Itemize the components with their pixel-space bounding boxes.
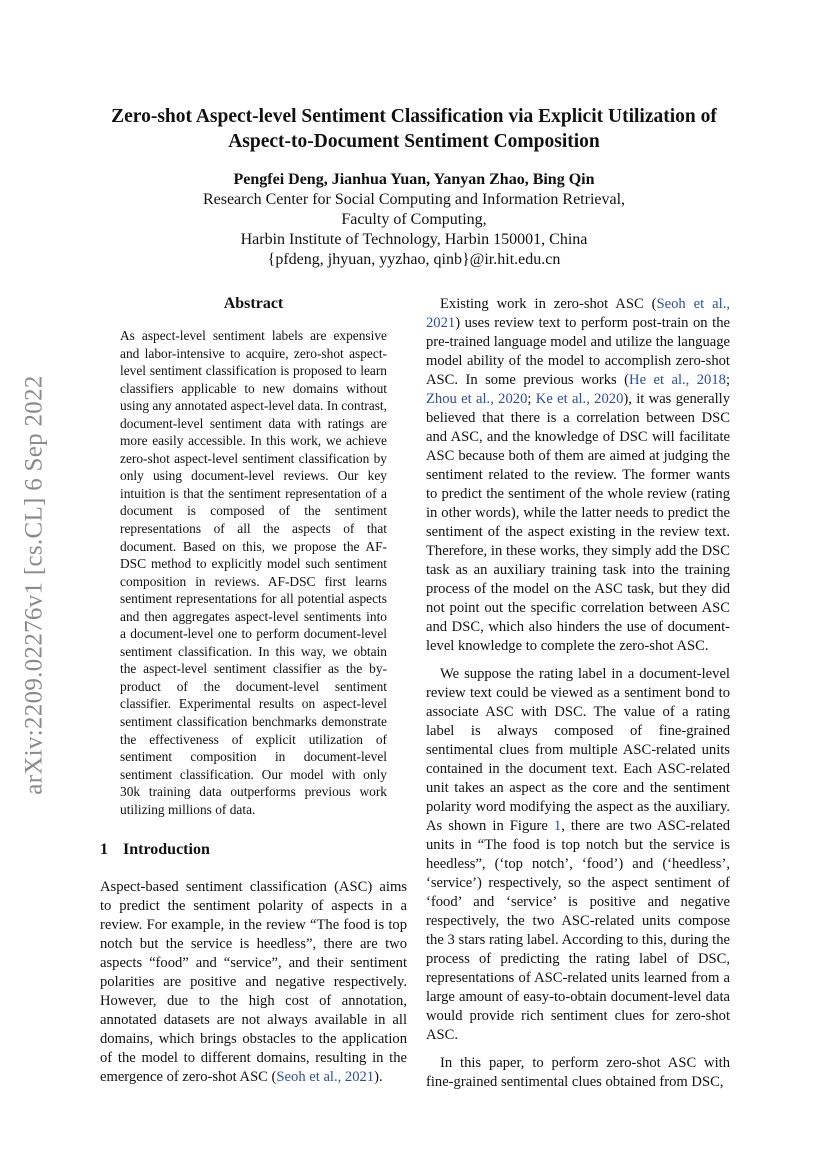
citation-link[interactable]: Ke et al., 2020	[535, 391, 624, 407]
body-paragraph: We suppose the rating label in a document-level review text could be viewed as a sentiment bond to associate ASC with DSC. The value of a rating label is always composed of fine-grained sentimental clues from multiple ASC-related units contained in the document text. Each ASC-related unit takes an aspect as the core and the sentiment polarity word modifying the aspect as the auxiliary. As shown in Figure 1, there are two ASC-related units in “The food is top notch but the service is heedless”, (‘top notch’, ‘food’) and (‘heedless’, ‘service’) respectively, so the aspect sentiment of ‘food’ and ‘service’ is positive and negative respectively, the two ASC-related units compose the 3 stars rating label. According to this, during the process of predicting the rating label of DSC, representations of ASC-related units learned from a large amount of easy-to-obtain document-level data would provide rich sentiment clues for zero-shot ASC.	[426, 666, 730, 1043]
paper-header	[0, 104, 828, 270]
affiliation-line: Faculty of Computing,	[341, 211, 487, 228]
section-title: Introduction	[123, 841, 210, 859]
abstract-heading: Abstract	[223, 295, 284, 312]
citation-link[interactable]: Zhou et al., 2020	[426, 391, 528, 407]
affiliation-line: Harbin Institute of Technology, Harbin 150001, China	[240, 231, 588, 248]
abstract-text: As aspect-level sentiment labels are expensive and labor-intensive to acquire, zero-shot aspect-level sentiment classification is proposed to learn classifiers applicable to new domains without using any annotated aspect-level data. In contrast, document-level sentiment data with ratings are more easily accessible. In this work, we achieve zero-shot aspect-level sentiment classification by only using document-level reviews. Our key intuition is that the sentiment representation of a document is composed of the sentiment representations of all the aspects of that document. Based on this, we propose the AF-DSC method to explicitly model such sentiment composition in reviews. AF-DSC first learns sentiment representations for all potential aspects and then aggregates aspect-level sentiments into a document-level one to perform document-level sentiment classification. In this way, we obtain the aspect-level sentiment classifier as the by-product of the document-level sentiment classifier. Experimental results on aspect-level sentiment classification benchmarks demonstrate the effectiveness of explicit utilization of sentiment composition in document-level sentiment classification. Our model with only 30k training data outperforms previous work utilizing millions of data.	[120, 328, 387, 817]
author-emails: {pfdeng, jhyuan, yyzhao, qinb}@ir.hit.edu.cn	[267, 251, 561, 268]
paper-title	[0, 104, 828, 154]
left-column	[100, 295, 407, 1087]
figure-reference-link[interactable]: 1	[553, 818, 562, 834]
section-heading-introduction	[100, 840, 407, 860]
section-number: 1	[100, 841, 108, 859]
intro-paragraph: Aspect-based sentiment classification (ASC) aims to predict the sentiment polarity of aspects in a review. For example, in the review “The food is top notch but the service is heedless”, there are two aspects “food” and “service”, and their sentiment polarities are positive and negative respectively. However, due to the high cost of annotation, annotated datasets are not always available in all domains, which brings obstacles to the application of the model to different domains, resulting in the emergence of zero-shot ASC (Seoh et al., 2021).	[100, 879, 407, 1086]
citation-link[interactable]: Seoh et al., 2021	[426, 296, 730, 331]
citation-link[interactable]: He et al., 2018	[629, 372, 726, 388]
author-list: Pengfei Deng, Jianhua Yuan, Yanyan Zhao, Bing Qin	[233, 171, 595, 188]
title-line-1: Zero-shot Aspect-level Sentiment Classification via Explicit Utilization of	[111, 106, 717, 127]
citation-link[interactable]: Seoh et al., 2021	[276, 1069, 375, 1086]
arxiv-identifier-text: arXiv:2209.02276v1 [cs.CL] 6 Sep 2022	[21, 375, 49, 795]
title-line-2: Aspect-to-Document Sentiment Composition	[228, 131, 600, 152]
affiliation-line: Research Center for Social Computing and Information Retrieval,	[202, 191, 626, 208]
body-paragraph: In this paper, to perform zero-shot ASC with fine-grained sentimental clues obtained from DSC,	[426, 1055, 730, 1090]
body-paragraph: Existing work in zero-shot ASC (Seoh et al., 2021) uses review text to perform post-train on the pre-trained language model and utilize the language model ability of the model to accomplish zero-shot ASC. In some previous works (He et al., 2018; Zhou et al., 2020; Ke et al., 2020), it was generally believed that there is a correlation between DSC and ASC, and the knowledge of DSC will facilitate ASC because both of them are aimed at judging the sentiment related to the review. The former wants to predict the sentiment of the whole review (rating in other words), while the latter needs to predict the sentiment of the aspect existing in the review text. Therefore, in these works, they simply add the DSC task as an auxiliary training task into the training process of the model on the ASC task, but they did not point out the specific correlation between ASC and DSC, which also hinders the use of document-level knowledge to complete the zero-shot ASC.	[426, 296, 730, 654]
right-column	[426, 295, 730, 1092]
